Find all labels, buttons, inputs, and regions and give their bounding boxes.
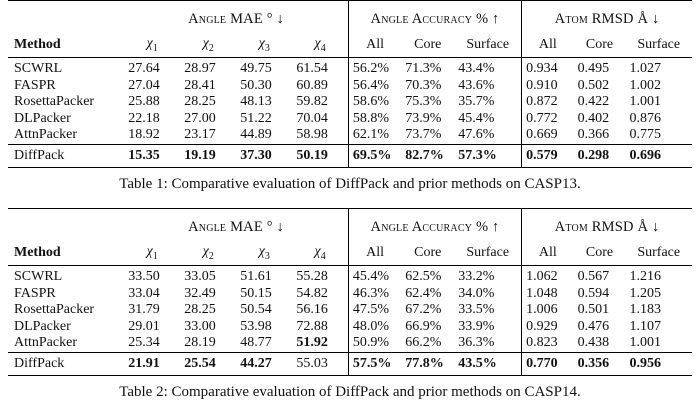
table-cell: 50.9% — [348, 335, 401, 352]
table-2-body — [8, 266, 692, 376]
table-cell: 56.2% — [348, 58, 401, 78]
method-name: DLPacker — [14, 318, 71, 334]
table-cell: 51.61 — [240, 269, 272, 285]
table-cell: 56.16 — [296, 302, 328, 318]
table-cell: 33.2% — [458, 269, 495, 285]
column-header-method: Method — [8, 241, 124, 266]
results-table-casp13 — [8, 0, 692, 168]
table-cell: 0.366 — [577, 127, 610, 143]
table-cell: 72.88 — [296, 318, 328, 334]
table-cell: 29.01 — [128, 318, 160, 334]
table-cell: 49.75 — [240, 61, 272, 77]
method-name: DiffPack — [8, 144, 124, 167]
table-cell: 43.4% — [458, 61, 495, 77]
table-cell: 50.19 — [292, 144, 348, 167]
table-cell: 53.98 — [240, 318, 272, 334]
table-cell: 0.872 — [522, 94, 574, 111]
table-cell: 0.402 — [577, 110, 610, 126]
table-cell: 19.19 — [180, 144, 236, 167]
table-cell: 33.00 — [184, 318, 216, 334]
table-cell: 1.001 — [629, 335, 661, 351]
group-header-atom-rmsd: Atom RMSD Å ↓ — [554, 218, 660, 235]
table-cell: 33.50 — [128, 269, 160, 285]
table-cell: 54.82 — [296, 285, 328, 301]
table-cell: 34.0% — [458, 285, 495, 301]
column-header-acc-all: All — [348, 33, 401, 58]
table-row — [8, 286, 692, 303]
table-cell: 0.929 — [522, 319, 574, 336]
table-cell: 0.910 — [522, 78, 574, 95]
table-row-diffpack — [8, 144, 692, 167]
table-1-body — [8, 58, 692, 168]
table-cell: 1.048 — [522, 286, 574, 303]
group-header-angle-mae: Angle MAE ° ↓ — [188, 218, 284, 235]
column-header-rmsd-core: Core — [574, 33, 626, 58]
table-cell: 45.4% — [348, 266, 401, 286]
group-header-angle-accuracy: Angle Accuracy % ↑ — [370, 218, 500, 235]
table-1-caption: Table 1: Comparative evaluation of DiffPack and prior methods on CASP13. — [119, 175, 581, 192]
table-cell: 0.356 — [574, 352, 626, 375]
table-cell: 1.062 — [522, 266, 574, 286]
table-cell: 1.006 — [522, 302, 574, 319]
group-header-angle-mae: Angle MAE ° ↓ — [188, 10, 284, 27]
method-name: DLPacker — [14, 110, 71, 126]
table-cell: 73.9% — [405, 110, 442, 126]
table-cell: 47.6% — [458, 127, 495, 143]
table-cell: 27.64 — [128, 61, 160, 77]
table-cell: 61.54 — [296, 61, 328, 77]
table-cell: 28.97 — [184, 61, 216, 77]
table-cell: 22.18 — [128, 110, 160, 126]
table-cell: 69.5% — [348, 144, 401, 167]
table-cell: 70.3% — [405, 77, 442, 93]
table-cell: 0.823 — [522, 335, 574, 352]
table-cell: 43.5% — [454, 352, 521, 375]
column-header-rmsd-surface: Surface — [625, 33, 692, 58]
table-cell: 77.8% — [401, 352, 454, 375]
table-cell: 1.205 — [629, 285, 661, 301]
column-header-acc-all: All — [348, 241, 401, 266]
column-header-rmsd-all: All — [522, 33, 574, 58]
table-cell: 62.1% — [348, 127, 401, 144]
table-cell: 44.89 — [240, 127, 272, 143]
table-cell: 66.9% — [405, 318, 442, 334]
table-cell: 48.77 — [240, 335, 272, 351]
table-cell: 75.3% — [405, 94, 442, 110]
table-cell: 58.98 — [296, 127, 328, 143]
table-cell: 67.2% — [405, 302, 442, 318]
column-header-acc-core: Core — [401, 241, 454, 266]
table-cell: 48.13 — [240, 94, 272, 110]
table-cell: 44.27 — [236, 352, 292, 375]
table-cell: 0.567 — [577, 269, 610, 285]
method-name: DiffPack — [8, 352, 124, 375]
table-cell: 50.54 — [240, 302, 272, 318]
table-cell: 0.438 — [577, 335, 610, 351]
table-row — [8, 58, 692, 78]
table-cell: 46.3% — [348, 286, 401, 303]
table-cell: 0.579 — [522, 144, 574, 167]
method-name: SCWRL — [14, 269, 63, 285]
column-header-chi2: $\chi_2$ — [180, 33, 236, 58]
table-cell: 37.30 — [236, 144, 292, 167]
table-2-block — [0, 208, 700, 401]
table-cell: 33.05 — [184, 269, 216, 285]
table-cell: 28.19 — [184, 335, 216, 351]
table-row — [8, 78, 692, 95]
table-cell: 33.04 — [128, 285, 160, 301]
table-cell: 33.9% — [458, 318, 495, 334]
column-header-rmsd-surface: Surface — [625, 241, 692, 266]
table-row — [8, 94, 692, 111]
table-1-block — [0, 0, 700, 193]
table-cell: 18.92 — [128, 127, 160, 143]
group-header-atom-rmsd: Atom RMSD Å ↓ — [554, 10, 660, 27]
table-row — [8, 127, 692, 144]
table-cell: 0.501 — [577, 302, 610, 318]
table-cell: 51.22 — [240, 110, 272, 126]
table-cell: 1.183 — [629, 302, 661, 318]
column-header-chi3: $\chi_3$ — [236, 241, 292, 266]
table-row — [8, 266, 692, 286]
table-cell: 27.00 — [184, 110, 216, 126]
table-cell: 15.35 — [124, 144, 180, 167]
table-cell: 51.92 — [296, 335, 328, 351]
table-cell: 28.25 — [184, 94, 216, 110]
table-cell: 55.28 — [296, 269, 328, 285]
table-cell: 82.7% — [401, 144, 454, 167]
table-cell: 57.3% — [454, 144, 521, 167]
table-cell: 59.82 — [296, 94, 328, 110]
table-cell: 58.6% — [348, 94, 401, 111]
table-cell: 28.41 — [184, 77, 216, 93]
column-header-acc-surface: Surface — [454, 241, 521, 266]
table-cell: 0.876 — [629, 110, 661, 126]
table-cell: 0.934 — [522, 58, 574, 78]
table-cell: 60.89 — [296, 77, 328, 93]
table-cell: 23.17 — [184, 127, 216, 143]
column-header-chi1: $\chi_1$ — [124, 33, 180, 58]
table-cell: 62.5% — [405, 269, 442, 285]
method-name: SCWRL — [14, 61, 63, 77]
table-cell: 1.027 — [629, 61, 661, 77]
table-cell: 0.502 — [577, 77, 610, 93]
table-cell: 35.7% — [458, 94, 495, 110]
table-cell: 31.79 — [128, 302, 160, 318]
method-name: FASPR — [14, 77, 56, 93]
table-cell: 0.476 — [577, 318, 610, 334]
column-header-chi4: $\chi_4$ — [292, 33, 348, 58]
table-cell: 1.107 — [629, 318, 661, 334]
column-header-chi3: $\chi_3$ — [236, 33, 292, 58]
table-cell: 36.3% — [458, 335, 495, 351]
column-header-rmsd-core: Core — [574, 241, 626, 266]
table-cell: 0.770 — [522, 352, 574, 375]
column-header-acc-surface: Surface — [454, 33, 521, 58]
table-row — [8, 335, 692, 352]
table-cell: 0.669 — [522, 127, 574, 144]
table-cell: 55.03 — [292, 352, 348, 375]
method-name: RosettaPacker — [14, 302, 95, 318]
results-table-casp14 — [8, 208, 692, 376]
table-cell: 25.54 — [180, 352, 236, 375]
table-cell: 48.0% — [348, 319, 401, 336]
table-cell: 33.5% — [458, 302, 495, 318]
table-cell: 47.5% — [348, 302, 401, 319]
table-cell: 0.422 — [577, 94, 610, 110]
table-cell: 0.696 — [625, 144, 692, 167]
table-cell: 0.594 — [577, 285, 610, 301]
column-header-acc-core: Core — [401, 33, 454, 58]
table-cell: 1.001 — [629, 94, 661, 110]
table-cell: 58.8% — [348, 111, 401, 128]
table-cell: 66.2% — [405, 335, 442, 351]
table-row — [8, 111, 692, 128]
table-cell: 0.956 — [625, 352, 692, 375]
table-cell: 1.216 — [629, 269, 661, 285]
table-2-caption: Table 2: Comparative evaluation of DiffPack and prior methods on CASP14. — [119, 383, 581, 400]
column-header-rmsd-all: All — [522, 241, 574, 266]
table-cell: 0.495 — [577, 61, 610, 77]
method-name: FASPR — [14, 285, 56, 301]
table-cell: 0.298 — [574, 144, 626, 167]
column-header-chi1: $\chi_1$ — [124, 241, 180, 266]
table-row-diffpack — [8, 352, 692, 375]
table-cell: 27.04 — [128, 77, 160, 93]
table-cell: 71.3% — [405, 61, 442, 77]
table-cell: 50.30 — [240, 77, 272, 93]
column-header-chi4: $\chi_4$ — [292, 241, 348, 266]
table-cell: 0.775 — [629, 127, 661, 143]
method-name: AttnPacker — [14, 127, 77, 143]
table-cell: 32.49 — [184, 285, 216, 301]
table-cell: 1.002 — [629, 77, 661, 93]
method-name: AttnPacker — [14, 335, 77, 351]
table-cell: 70.04 — [296, 110, 328, 126]
table-cell: 50.15 — [240, 285, 272, 301]
table-cell: 0.772 — [522, 111, 574, 128]
column-header-chi2: $\chi_2$ — [180, 241, 236, 266]
table-cell: 62.4% — [405, 285, 442, 301]
table-cell: 43.6% — [458, 77, 495, 93]
group-header-angle-accuracy: Angle Accuracy % ↑ — [370, 10, 500, 27]
table-cell: 28.25 — [184, 302, 216, 318]
table-row — [8, 319, 692, 336]
table-cell: 56.4% — [348, 78, 401, 95]
table-cell: 25.88 — [128, 94, 160, 110]
table-cell: 57.5% — [348, 352, 401, 375]
method-name: RosettaPacker — [14, 94, 95, 110]
table-row — [8, 302, 692, 319]
table-cell: 45.4% — [458, 110, 495, 126]
table-cell: 21.91 — [124, 352, 180, 375]
column-header-method: Method — [8, 33, 124, 58]
table-cell: 73.7% — [405, 127, 442, 143]
table-cell: 25.34 — [128, 335, 160, 351]
